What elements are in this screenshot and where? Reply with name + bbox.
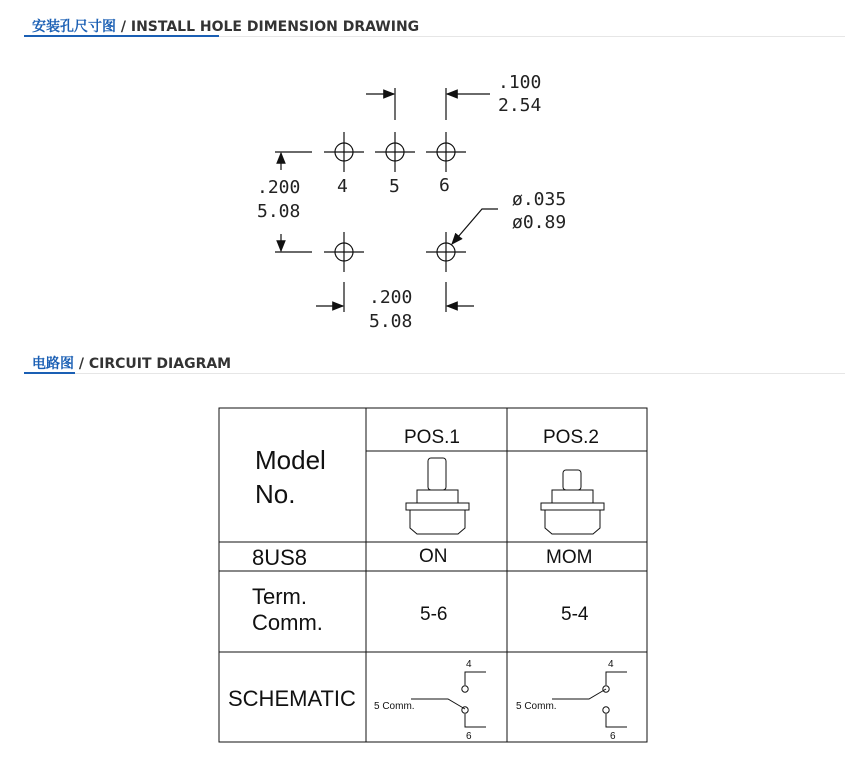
diameter-leader	[452, 209, 498, 244]
pos1-term: 5-6	[420, 604, 448, 625]
pos2-schematic-4: 4	[608, 659, 614, 670]
hole-dia-mm-label: ø0.89	[512, 212, 567, 233]
hole-dia-in-label: ø.035	[512, 189, 567, 210]
pos1-state: ON	[419, 546, 448, 567]
circuit-section-title: 电路图 / CIRCUIT DIAGRAM	[32, 356, 232, 372]
install-section-title: 安装孔尺寸图 / INSTALL HOLE DIMENSION DRAWING	[32, 19, 420, 35]
pin-label-5: 5	[389, 176, 400, 197]
schematic-label: SCHEMATIC	[228, 686, 356, 711]
pos1-header: POS.1	[404, 427, 460, 448]
row-spacing-in-label: .200	[257, 177, 301, 198]
hole-6	[426, 132, 466, 172]
hole-bottom-left	[324, 232, 364, 272]
hole-5	[375, 132, 415, 172]
col-spacing-in-label: .200	[369, 287, 413, 308]
hole-4	[324, 132, 364, 172]
pos1-schematic-4: 4	[466, 659, 472, 670]
pin-label-4: 4	[337, 176, 348, 197]
model-number: 8US8	[252, 545, 308, 570]
model-header-line1: Model	[255, 445, 326, 475]
col-spacing-mm-label: 5.08	[369, 311, 413, 332]
pos2-schematic-comm: 5 Comm.	[516, 701, 557, 712]
term-label-line1: Term.	[252, 584, 307, 609]
pos2-state: MOM	[546, 547, 593, 568]
model-header-line2: No.	[255, 479, 296, 509]
term-label-line2: Comm.	[252, 610, 323, 635]
pos1-schematic-6: 6	[466, 731, 472, 742]
pitch-in-label: .100	[498, 72, 542, 93]
pos2-header: POS.2	[543, 427, 599, 448]
hole-bottom-right	[426, 232, 466, 272]
pos2-switch-icon	[541, 470, 604, 534]
pos2-schematic-6: 6	[610, 731, 616, 742]
hole-pattern	[275, 88, 498, 312]
pos2-term: 5-4	[561, 604, 589, 625]
row-spacing-mm-label: 5.08	[257, 201, 301, 222]
pin-label-6: 6	[439, 175, 450, 196]
pos2-schematic	[552, 672, 627, 727]
pos1-schematic-comm: 5 Comm.	[374, 701, 415, 712]
pitch-mm-label: 2.54	[498, 95, 542, 116]
pos1-switch-icon	[406, 458, 469, 534]
pos1-schematic	[411, 672, 486, 727]
